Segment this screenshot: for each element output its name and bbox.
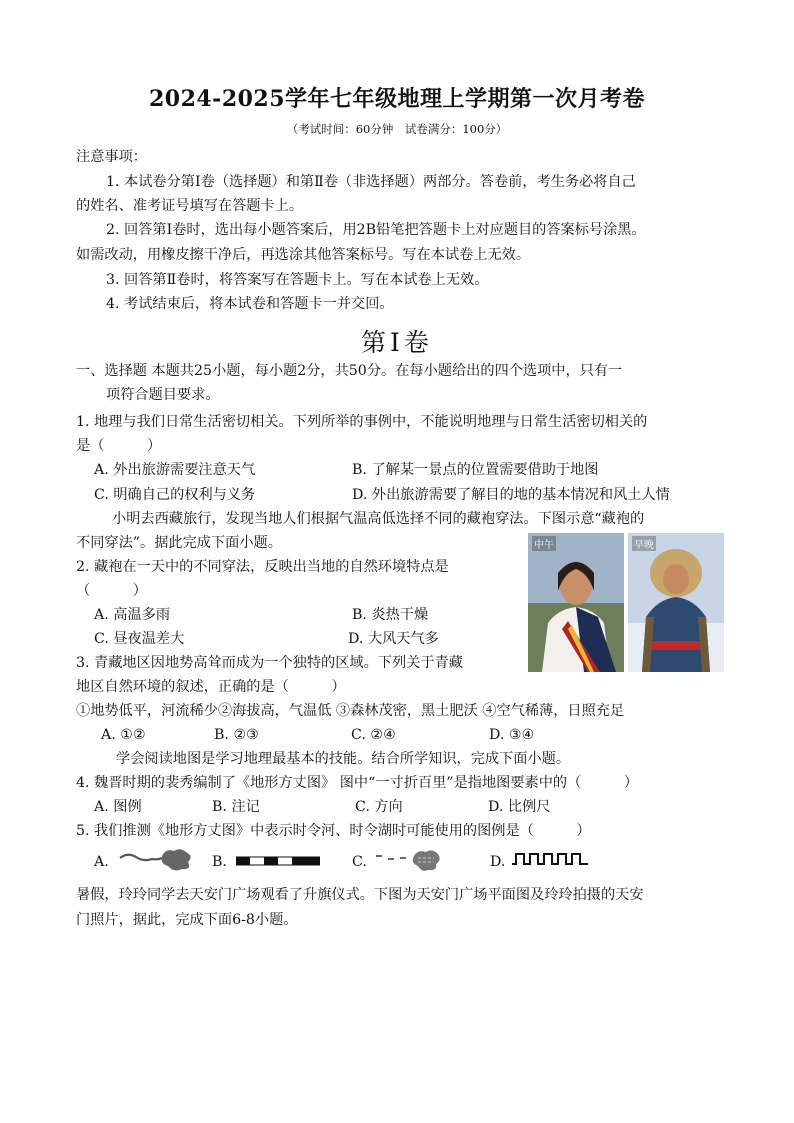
q3-option-d: D. ③④ xyxy=(489,727,535,743)
passage-1-line-2: 不同穿法”。据此完成下面小题。 xyxy=(76,535,282,551)
notice-item-2-line-1: 2. 回答第Ⅰ卷时，选出每小题答案后，用2B铅笔把答题卡上对应题目的答案标号涂黑。 xyxy=(106,222,646,238)
q4-option-a: A. 图例 xyxy=(94,799,142,815)
exam-info: （考试时间：60分钟 试卷满分：100分） xyxy=(286,122,508,136)
q3-stem-line-2: 地区自然环境的叙述，正确的是（ ） xyxy=(76,679,346,695)
noon-robe-illustration xyxy=(528,533,624,672)
page-title: 2024-2025学年七年级地理上学期第一次月考卷 xyxy=(148,86,646,112)
q4-option-b: B. 注记 xyxy=(212,799,260,815)
q5-legend-d-icon xyxy=(512,852,590,866)
q5-option-c: C. xyxy=(352,854,367,870)
q3-option-b: B. ②③ xyxy=(214,727,259,743)
passage-2: 学会阅读地图是学习地理最基本的技能。结合所学知识，完成下面小题。 xyxy=(116,751,571,767)
passage-1-line-1: 小明去西藏旅行，发现当地人们根据气温高低选择不同的藏袍穿法。下图示意“藏袍的 xyxy=(112,511,645,527)
q1-option-b: B. 了解某一景点的位置需要借助于地图 xyxy=(352,462,599,478)
q5-legend-b-icon xyxy=(236,856,320,866)
q3-stem-line-1: 3. 青藏地区因地势高耸而成为一个独特的区域。下列关于青藏 xyxy=(76,655,463,671)
q2-option-a: A. 高温多雨 xyxy=(94,607,171,623)
part1-instructions-line-2: 项符合题目要求。 xyxy=(106,387,220,403)
passage-3-line-1: 暑假，玲玲同学去天安门广场观看了升旗仪式。下图为天安门广场平面图及玲玲拍摄的天安 xyxy=(76,887,644,903)
q5-option-a: A. xyxy=(94,854,109,870)
q5-legend-a-icon xyxy=(118,846,196,874)
notice-item-4: 4. 考试结束后，将本试卷和答题卡一并交回。 xyxy=(106,296,394,312)
q1-stem-line-2: 是（ ） xyxy=(76,438,162,454)
q4-option-c: C. 方向 xyxy=(355,799,403,815)
q1-option-d: D. 外出旅游需要了解目的地的基本情况和风土人情 xyxy=(352,487,670,503)
passage-3-line-2: 门照片，据此，完成下面6-8小题。 xyxy=(76,912,298,928)
q4-option-d: D. 比例尺 xyxy=(488,799,551,815)
q2-stem-line-2: （ ） xyxy=(76,583,147,599)
photo-morning-evening xyxy=(628,533,724,672)
q5-option-b: B. xyxy=(212,854,227,870)
section-title: 第Ⅰ卷 xyxy=(361,328,433,357)
q5-legend-c-icon xyxy=(374,846,444,874)
q2-stem-line-1: 2. 藏袍在一天中的不同穿法，反映出当地的自然环境特点是 xyxy=(76,559,449,575)
q3-option-c: C. ②④ xyxy=(351,727,396,743)
q5-stem: 5. 我们推测《地形方丈图》中表示时令河、时令湖时可能使用的图例是（ ） xyxy=(76,823,591,839)
morning-robe-illustration xyxy=(628,533,724,672)
q2-option-c: C. 昼夜温差大 xyxy=(94,631,185,647)
notice-item-3: 3. 回答第Ⅱ卷时，将答案写在答题卡上。写在本试卷上无效。 xyxy=(106,272,489,288)
q3-statements: ①地势低平，河流稀少②海拔高，气温低 ③森林茂密，黑土肥沃 ④空气稀薄，日照充足 xyxy=(76,703,625,719)
notice-item-2-line-2: 如需改动，用橡皮擦干净后，再选涂其他答案标号。写在本试卷上无效。 xyxy=(76,247,531,263)
q3-option-a: A. ①② xyxy=(101,727,146,743)
q1-option-a: A. 外出旅游需要注意天气 xyxy=(94,462,256,478)
notice-item-1-line-2: 的姓名、准考证号填写在答题卡上。 xyxy=(76,198,304,214)
photo-noon-label: 中午 xyxy=(532,536,556,551)
q2-option-d: D. 大风天气多 xyxy=(348,631,439,647)
q4-stem: 4. 魏晋时期的裴秀编制了《地形方丈图》 图中“一寸折百里”是指地图要素中的（ ） xyxy=(76,775,639,791)
part1-instructions-line-1: 一、选择题 本题共25小题，每小题2分，共50分。在每小题给出的四个选项中，只有一 xyxy=(76,363,623,379)
q1-stem-line-1: 1. 地理与我们日常生活密切相关。下列所举的事例中，不能说明地理与日常生活密切相关的 xyxy=(76,414,648,430)
q2-option-b: B. 炎热干燥 xyxy=(352,607,429,623)
photo-morning-label: 早晚 xyxy=(632,536,656,551)
q1-option-c: C. 明确自己的权利与义务 xyxy=(94,487,256,503)
notice-heading: 注意事项： xyxy=(76,149,147,165)
photo-noon xyxy=(528,533,624,672)
q5-option-d: D. xyxy=(490,854,506,870)
notice-item-1-line-1: 1. 本试卷分第Ⅰ卷（选择题）和第Ⅱ卷（非选择题）两部分。答卷前，考生务必将自己 xyxy=(106,174,636,190)
